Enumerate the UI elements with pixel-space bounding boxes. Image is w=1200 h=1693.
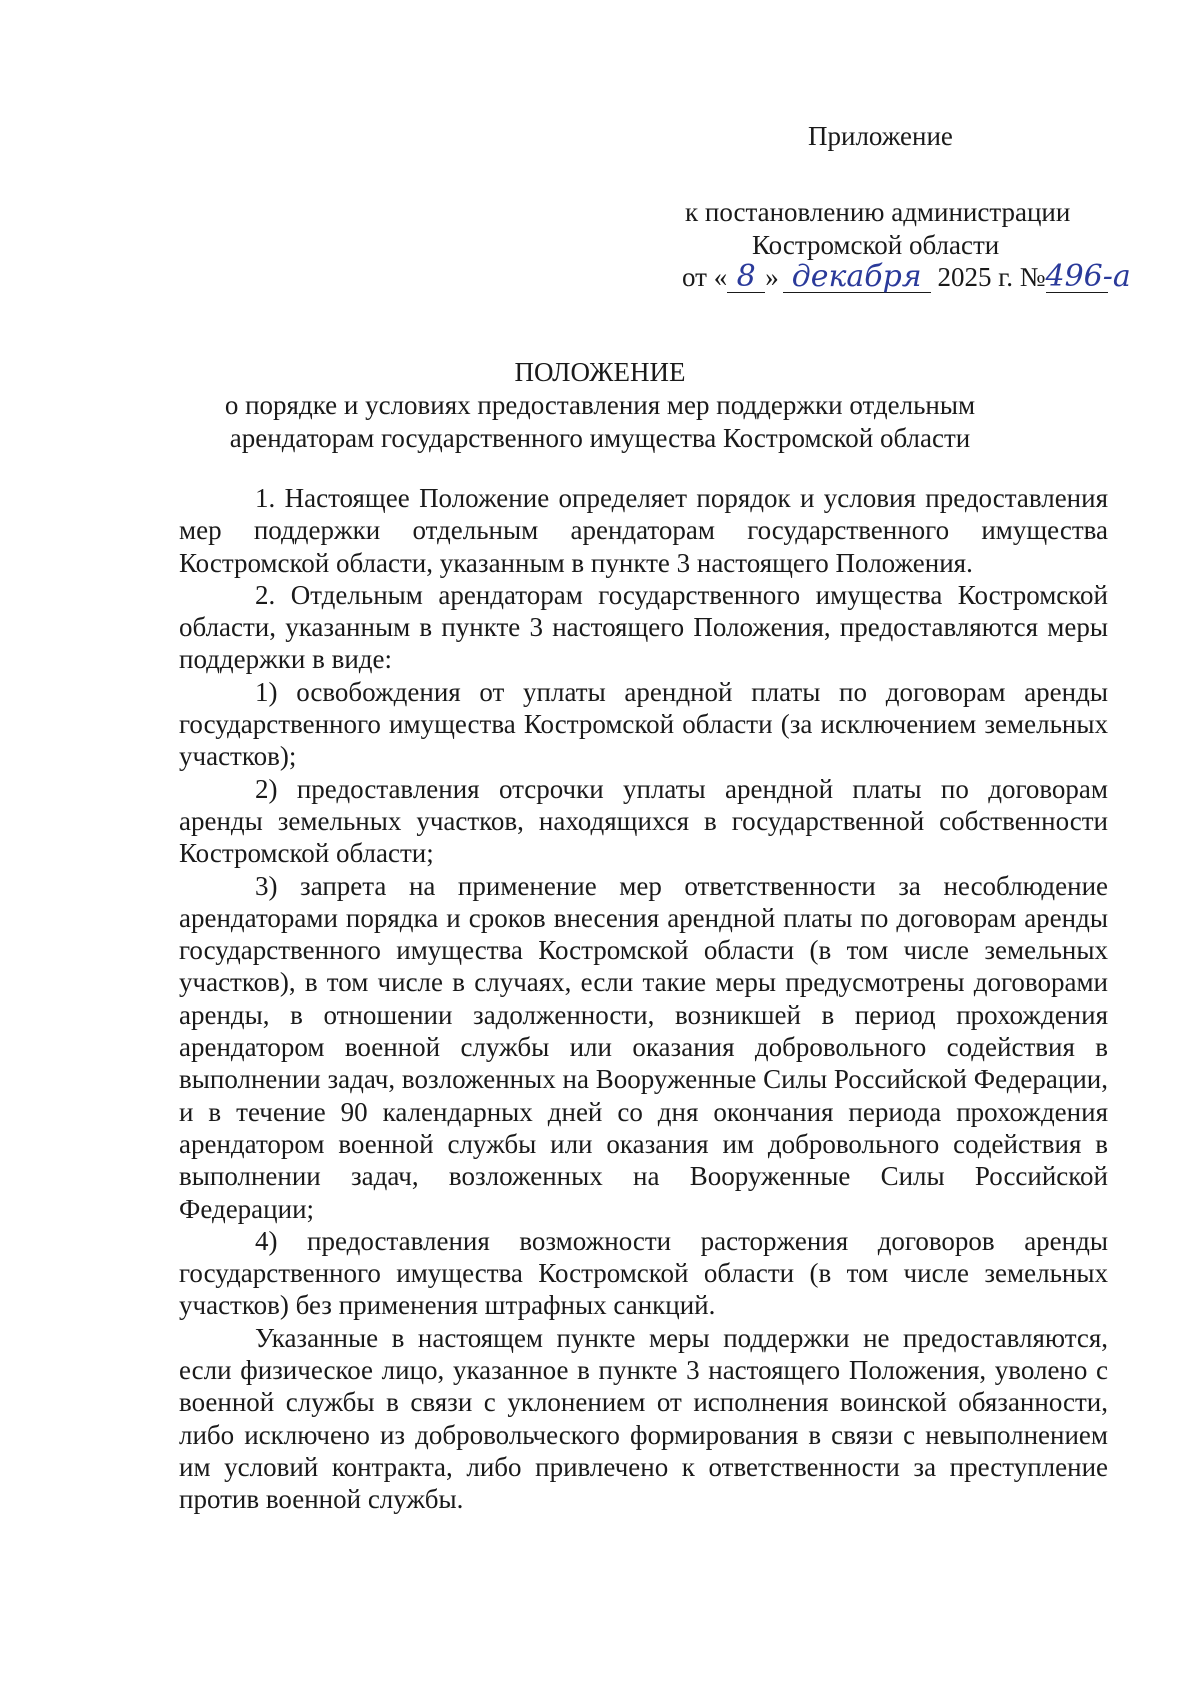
date-quote-close: » — [765, 262, 779, 292]
document-subtitle-1: о порядке и условиях предоставления мер поддержки отдельным — [224, 390, 976, 420]
paragraph-2-exception: Указанные в настоящем пункте меры поддержки не предоставляются, если физическое лицо, указанное в пункте 3 настоящего Положения, уволено с военной службы в связи с уклонением от исполнения воинской обязанности, либо исключено из добровольческого формирования в связи с невыполнением им условий контракта, либо привлечено к ответственности за преступление против военной службы. — [179, 1322, 1108, 1515]
document-title: ПОЛОЖЕНИЕ — [514, 357, 686, 387]
document-subtitle-2: арендаторам государственного имущества Костромской области — [229, 423, 971, 453]
day-handwritten: 8 — [736, 259, 756, 294]
month-field — [783, 259, 931, 294]
number-handwritten: 496-а — [1045, 259, 1131, 294]
paragraph-1: 1. Настоящее Положение определяет порядок и условия предоставления мер поддержки отдельным арендаторам государственного имущества Костромской области, указанным в пункте 3 настоящего Положения. — [179, 483, 1108, 578]
year-number-label: 2025 г. № — [937, 262, 1046, 292]
appendix-label: Приложение — [808, 121, 953, 151]
header-line-1: к постановлению администрации — [685, 197, 1071, 227]
paragraph-2-item-2: 2) предоставления отсрочки уплаты арендной платы по договорам аренды земельных участков, находящихся в государственной собственности Костромской области; — [179, 773, 1108, 869]
document-body — [179, 482, 1108, 1516]
number-field — [1045, 259, 1131, 294]
date-prefix: от « — [682, 262, 728, 292]
paragraph-2-item-4: 4) предоставления возможности расторжения договоров аренды государственного имущества Костромской области (в том числе земельных участков) без применения штрафных санкций. — [179, 1225, 1108, 1321]
day-field — [727, 259, 765, 294]
paragraph-2-item-1: 1) освобождения от уплаты арендной платы по договорам аренды государственного имущества Костромской области (за исключением земельных участков); — [179, 676, 1108, 772]
decree-date-line — [682, 259, 1131, 294]
month-handwritten: декабря — [791, 259, 922, 294]
header-line-2: Костромской области — [752, 230, 1000, 260]
paragraph-2: 2. Отдельным арендаторам государственного имущества Костромской области, указанным в пункте 3 настоящего Положения, предоставляются меры поддержки в виде: — [179, 579, 1108, 675]
paragraph-2-item-3: 3) запрета на применение мер ответственности за несоблюдение арендаторами порядка и сроков внесения арендной платы по договорам аренды государственного имущества Костромской области (в том числе земельных участков), в том числе в случаях, если такие меры предусмотрены договорами аренды, в отношении задолженности, возникшей в период прохождения арендатором военной службы или оказания добровольного содействия в выполнении задач, возложенных на Вооруженные Силы Российской Федерации, и в течение 90 календарных дней со дня окончания периода прохождения арендатором военной службы или оказания им добровольного содействия в выполнении задач, возложенных на Вооруженные Силы Российской Федерации; — [179, 870, 1108, 1224]
